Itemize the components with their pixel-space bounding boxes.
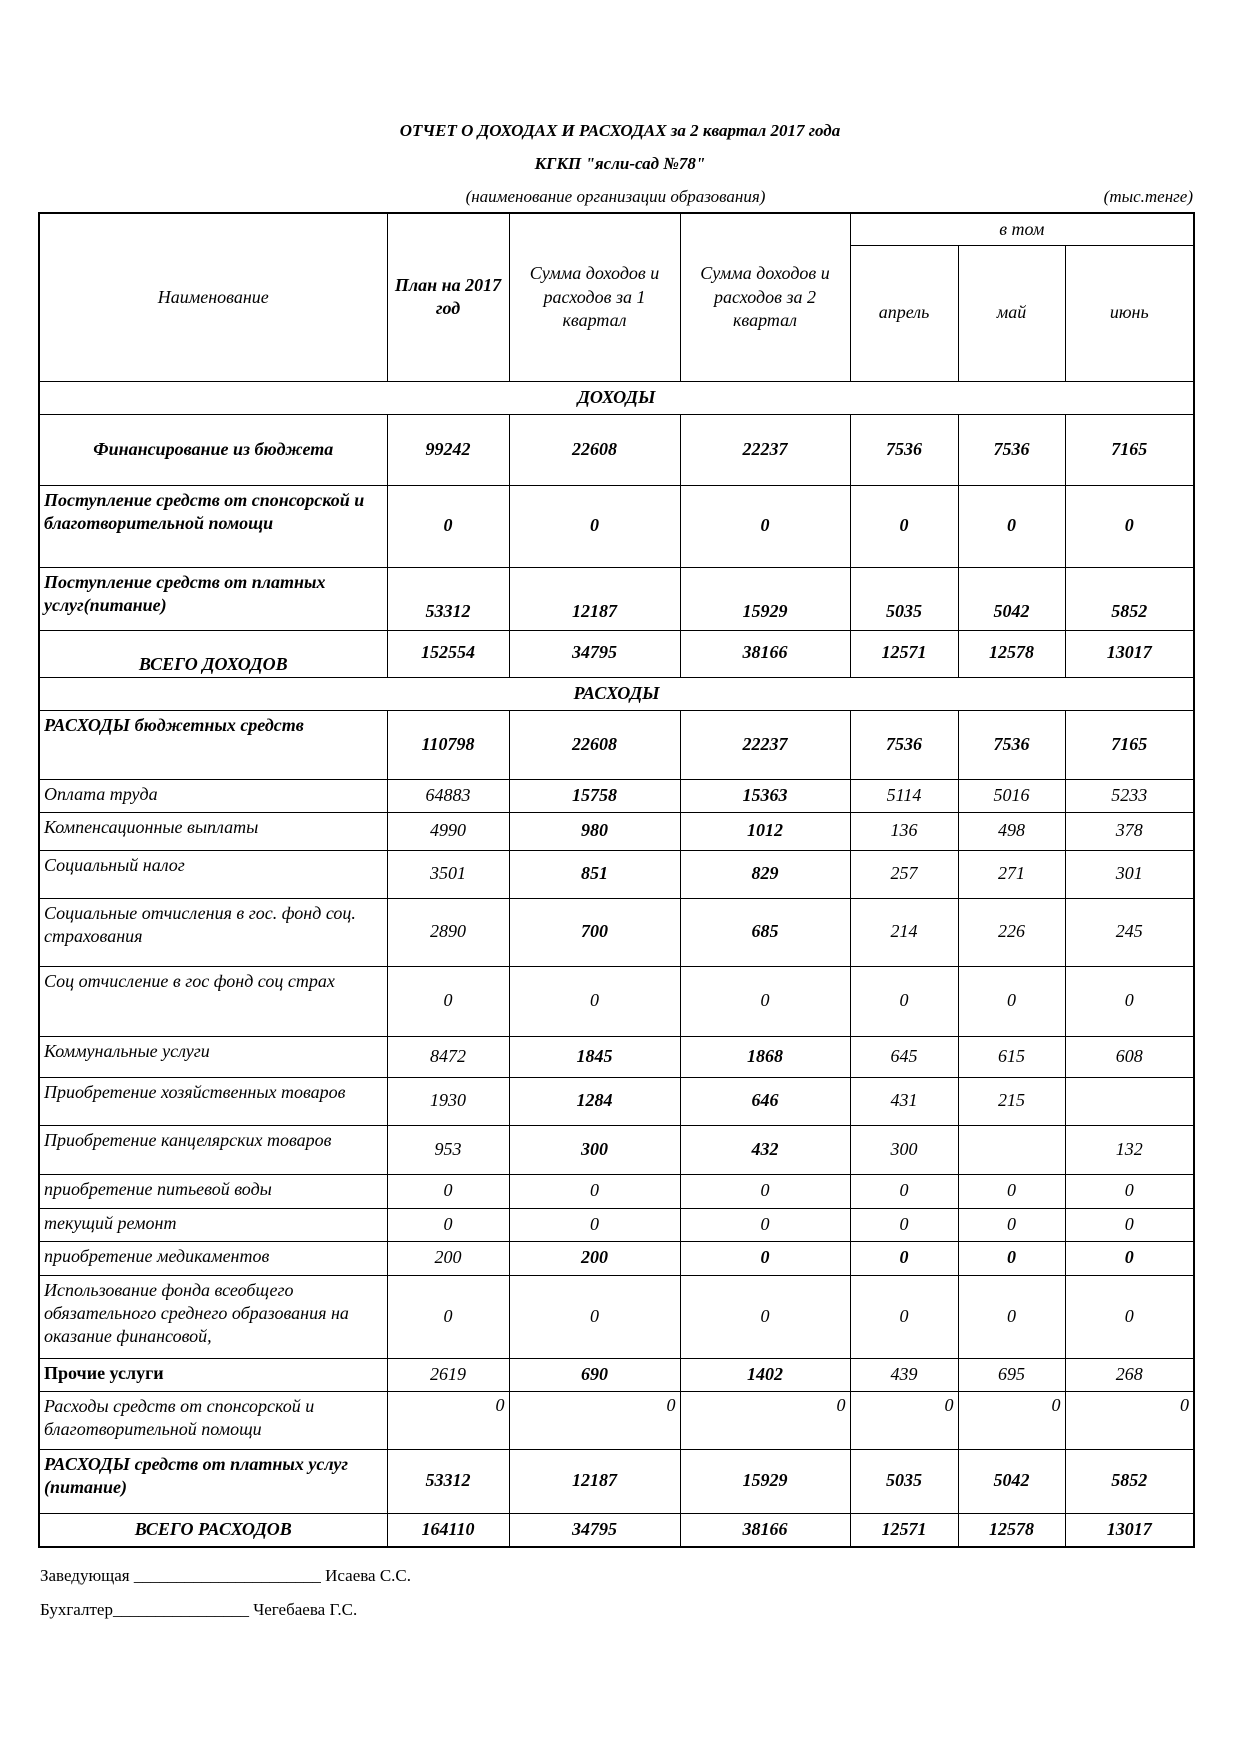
row-name: приобретение медикаментов — [39, 1241, 387, 1275]
table-row — [39, 779, 1194, 812]
cell-q1: 1845 — [509, 1036, 680, 1077]
report-table — [38, 212, 1195, 1548]
cell-apr: 12571 — [850, 630, 958, 677]
cell-may: 215 — [958, 1077, 1065, 1125]
cell-q2: 38166 — [680, 630, 850, 677]
header-q1: Сумма доходов и расходов за 1 квартал — [509, 213, 680, 381]
cell-plan: 0 — [387, 966, 509, 1036]
row-name: Прочие услуги — [39, 1358, 387, 1391]
row-name: Компенсационные выплаты — [39, 812, 387, 850]
cell-q1: 851 — [509, 850, 680, 898]
cell-q2: 432 — [680, 1125, 850, 1174]
table-row — [39, 850, 1194, 898]
cell-apr: 5114 — [850, 779, 958, 812]
cell-jun: 0 — [1065, 1391, 1194, 1449]
cell-may: 7536 — [958, 710, 1065, 779]
cell-plan: 3501 — [387, 850, 509, 898]
cell-may: 12578 — [958, 1513, 1065, 1547]
table-row — [39, 1208, 1194, 1241]
cell-apr: 0 — [850, 1391, 958, 1449]
cell-jun: 5233 — [1065, 779, 1194, 812]
accountant-signature: Бухгалтер________________ Чегебаева Г.С. — [40, 1600, 358, 1619]
table-row — [39, 1077, 1194, 1125]
cell-plan: 1930 — [387, 1077, 509, 1125]
table-row — [39, 1449, 1194, 1513]
cell-jun: 13017 — [1065, 1513, 1194, 1547]
cell-may: 0 — [958, 1391, 1065, 1449]
cell-jun: 608 — [1065, 1036, 1194, 1077]
cell-apr: 431 — [850, 1077, 958, 1125]
cell-q1: 300 — [509, 1125, 680, 1174]
table-row — [39, 567, 1194, 630]
cell-plan: 152554 — [387, 630, 509, 677]
cell-q2: 1402 — [680, 1358, 850, 1391]
cell-q2: 1012 — [680, 812, 850, 850]
cell-q2: 38166 — [680, 1513, 850, 1547]
cell-plan: 0 — [387, 1275, 509, 1358]
cell-may: 5016 — [958, 779, 1065, 812]
cell-q1: 690 — [509, 1358, 680, 1391]
row-name: Приобретение хозяйственных товаров — [39, 1077, 387, 1125]
cell-apr: 439 — [850, 1358, 958, 1391]
caption-line — [38, 187, 1193, 209]
cell-q1: 0 — [509, 1174, 680, 1208]
cell-q2: 15929 — [680, 1449, 850, 1513]
cell-may: 0 — [958, 485, 1065, 567]
cell-q1: 1284 — [509, 1077, 680, 1125]
cell-q2: 0 — [680, 1391, 850, 1449]
cell-q1: 22608 — [509, 710, 680, 779]
cell-q1: 0 — [509, 1208, 680, 1241]
cell-jun: 7165 — [1065, 710, 1194, 779]
cell-plan: 2619 — [387, 1358, 509, 1391]
cell-plan: 99242 — [387, 414, 509, 485]
row-name: приобретение питьевой воды — [39, 1174, 387, 1208]
cell-jun: 301 — [1065, 850, 1194, 898]
cell-apr: 214 — [850, 898, 958, 966]
cell-jun: 7165 — [1065, 414, 1194, 485]
head-signature: Заведующая ______________________ Исаева С.С. — [40, 1566, 412, 1585]
cell-q1: 15758 — [509, 779, 680, 812]
header-may: май — [958, 245, 1065, 381]
organization-caption: (наименование организации образования) — [465, 187, 766, 206]
table-row — [39, 485, 1194, 567]
table-row — [39, 414, 1194, 485]
cell-plan: 0 — [387, 1174, 509, 1208]
cell-jun: 268 — [1065, 1358, 1194, 1391]
row-name: Коммунальные услуги — [39, 1036, 387, 1077]
cell-apr: 0 — [850, 1241, 958, 1275]
header-q2: Сумма доходов и расходов за 2 квартал — [680, 213, 850, 381]
organization-name: КГКП "ясли-сад №78" — [534, 154, 706, 173]
cell-jun: 0 — [1065, 1174, 1194, 1208]
row-name: Соц отчисление в гос фонд соц страх — [39, 966, 387, 1036]
cell-q2: 22237 — [680, 710, 850, 779]
cell-plan: 64883 — [387, 779, 509, 812]
cell-apr: 645 — [850, 1036, 958, 1077]
table-row — [39, 710, 1194, 779]
cell-q2: 0 — [680, 485, 850, 567]
cell-q2: 22237 — [680, 414, 850, 485]
cell-jun: 5852 — [1065, 567, 1194, 630]
cell-plan: 53312 — [387, 1449, 509, 1513]
header-name: Наименование — [39, 213, 387, 381]
row-name: Социальные отчисления в гос. фонд соц. страхования — [39, 898, 387, 966]
row-name: текущий ремонт — [39, 1208, 387, 1241]
cell-q1: 0 — [509, 1391, 680, 1449]
cell-apr: 136 — [850, 812, 958, 850]
row-name: Поступление средств от спонсорской и благотворительной помощи — [39, 485, 387, 567]
cell-plan: 8472 — [387, 1036, 509, 1077]
cell-plan: 2890 — [387, 898, 509, 966]
cell-plan: 4990 — [387, 812, 509, 850]
cell-may: 0 — [958, 966, 1065, 1036]
cell-q1: 12187 — [509, 567, 680, 630]
cell-q2: 829 — [680, 850, 850, 898]
cell-plan: 53312 — [387, 567, 509, 630]
header-including: в том — [850, 213, 1194, 245]
cell-jun — [1065, 1077, 1194, 1125]
row-name: РАСХОДЫ бюджетных средств — [39, 710, 387, 779]
cell-q1: 22608 — [509, 414, 680, 485]
cell-apr: 0 — [850, 1208, 958, 1241]
header-row — [39, 213, 1194, 245]
table-row — [39, 1391, 1194, 1449]
cell-apr: 7536 — [850, 710, 958, 779]
cell-q1: 700 — [509, 898, 680, 966]
cell-q2: 0 — [680, 1174, 850, 1208]
cell-q1: 34795 — [509, 630, 680, 677]
row-name: РАСХОДЫ средств от платных услуг (питание) — [39, 1449, 387, 1513]
cell-apr: 0 — [850, 485, 958, 567]
cell-may: 7536 — [958, 414, 1065, 485]
table-row — [39, 1125, 1194, 1174]
cell-may: 0 — [958, 1174, 1065, 1208]
cell-plan: 0 — [387, 1208, 509, 1241]
row-name: Социальный налог — [39, 850, 387, 898]
cell-q2: 1868 — [680, 1036, 850, 1077]
cell-q2: 0 — [680, 1241, 850, 1275]
table-row — [39, 1241, 1194, 1275]
row-name: Финансирование из бюджета — [39, 414, 387, 485]
table-row — [39, 630, 1194, 677]
cell-jun: 245 — [1065, 898, 1194, 966]
cell-may: 615 — [958, 1036, 1065, 1077]
cell-jun: 0 — [1065, 485, 1194, 567]
table-row — [39, 1174, 1194, 1208]
cell-apr: 0 — [850, 1275, 958, 1358]
cell-q1: 34795 — [509, 1513, 680, 1547]
expense-section-title: РАСХОДЫ — [39, 677, 1194, 710]
cell-plan: 0 — [387, 1391, 509, 1449]
cell-jun: 0 — [1065, 1275, 1194, 1358]
cell-apr: 7536 — [850, 414, 958, 485]
cell-q1: 200 — [509, 1241, 680, 1275]
income-section-title: ДОХОДЫ — [39, 381, 1194, 414]
cell-q2: 0 — [680, 1208, 850, 1241]
cell-apr: 5035 — [850, 1449, 958, 1513]
cell-apr: 12571 — [850, 1513, 958, 1547]
cell-q2: 685 — [680, 898, 850, 966]
cell-may: 0 — [958, 1275, 1065, 1358]
cell-jun: 0 — [1065, 1241, 1194, 1275]
row-name: Использование фонда всеобщего обязательного среднего образования на оказание финансовой, — [39, 1275, 387, 1358]
cell-q1: 0 — [509, 1275, 680, 1358]
cell-may: 5042 — [958, 1449, 1065, 1513]
cell-q2: 15929 — [680, 567, 850, 630]
cell-q1: 0 — [509, 485, 680, 567]
cell-apr: 0 — [850, 966, 958, 1036]
table-row — [39, 898, 1194, 966]
row-name: Расходы средств от спонсорской и благотворительной помощи — [39, 1391, 387, 1449]
cell-may: 5042 — [958, 567, 1065, 630]
cell-q2: 15363 — [680, 779, 850, 812]
table-row — [39, 1513, 1194, 1547]
cell-may: 0 — [958, 1241, 1065, 1275]
cell-may: 498 — [958, 812, 1065, 850]
cell-apr: 300 — [850, 1125, 958, 1174]
cell-jun: 5852 — [1065, 1449, 1194, 1513]
cell-apr: 257 — [850, 850, 958, 898]
cell-q2: 0 — [680, 1275, 850, 1358]
header-plan: План на 2017 год — [387, 213, 509, 381]
cell-may: 271 — [958, 850, 1065, 898]
cell-q1: 12187 — [509, 1449, 680, 1513]
cell-q2: 646 — [680, 1077, 850, 1125]
table-row — [39, 1036, 1194, 1077]
row-name: Поступление средств от платных услуг(питание) — [39, 567, 387, 630]
section-row — [39, 381, 1194, 414]
cell-jun: 0 — [1065, 966, 1194, 1036]
cell-q2: 0 — [680, 966, 850, 1036]
unit-label: (тыс.тенге) — [1103, 187, 1193, 206]
header-june: июнь — [1065, 245, 1194, 381]
cell-plan: 164110 — [387, 1513, 509, 1547]
cell-jun: 0 — [1065, 1208, 1194, 1241]
cell-may: 0 — [958, 1208, 1065, 1241]
cell-plan: 953 — [387, 1125, 509, 1174]
cell-apr: 5035 — [850, 567, 958, 630]
header-april: апрель — [850, 245, 958, 381]
table-row — [39, 812, 1194, 850]
row-name: Приобретение канцелярских товаров — [39, 1125, 387, 1174]
cell-apr: 0 — [850, 1174, 958, 1208]
table-row — [39, 1358, 1194, 1391]
cell-jun: 132 — [1065, 1125, 1194, 1174]
report-title: ОТЧЕТ О ДОХОДАХ И РАСХОДАХ за 2 квартал 2017 года — [399, 121, 841, 140]
cell-plan: 200 — [387, 1241, 509, 1275]
cell-jun: 378 — [1065, 812, 1194, 850]
table-row — [39, 1275, 1194, 1358]
cell-q1: 980 — [509, 812, 680, 850]
table-row — [39, 966, 1194, 1036]
cell-q1: 0 — [509, 966, 680, 1036]
cell-may — [958, 1125, 1065, 1174]
cell-may: 12578 — [958, 630, 1065, 677]
cell-may: 226 — [958, 898, 1065, 966]
row-name: ВСЕГО РАСХОДОВ — [39, 1513, 387, 1547]
cell-plan: 110798 — [387, 710, 509, 779]
row-name: Оплата труда — [39, 779, 387, 812]
cell-may: 695 — [958, 1358, 1065, 1391]
cell-jun: 13017 — [1065, 630, 1194, 677]
section-row — [39, 677, 1194, 710]
row-name: ВСЕГО ДОХОДОВ — [39, 630, 387, 677]
cell-plan: 0 — [387, 485, 509, 567]
